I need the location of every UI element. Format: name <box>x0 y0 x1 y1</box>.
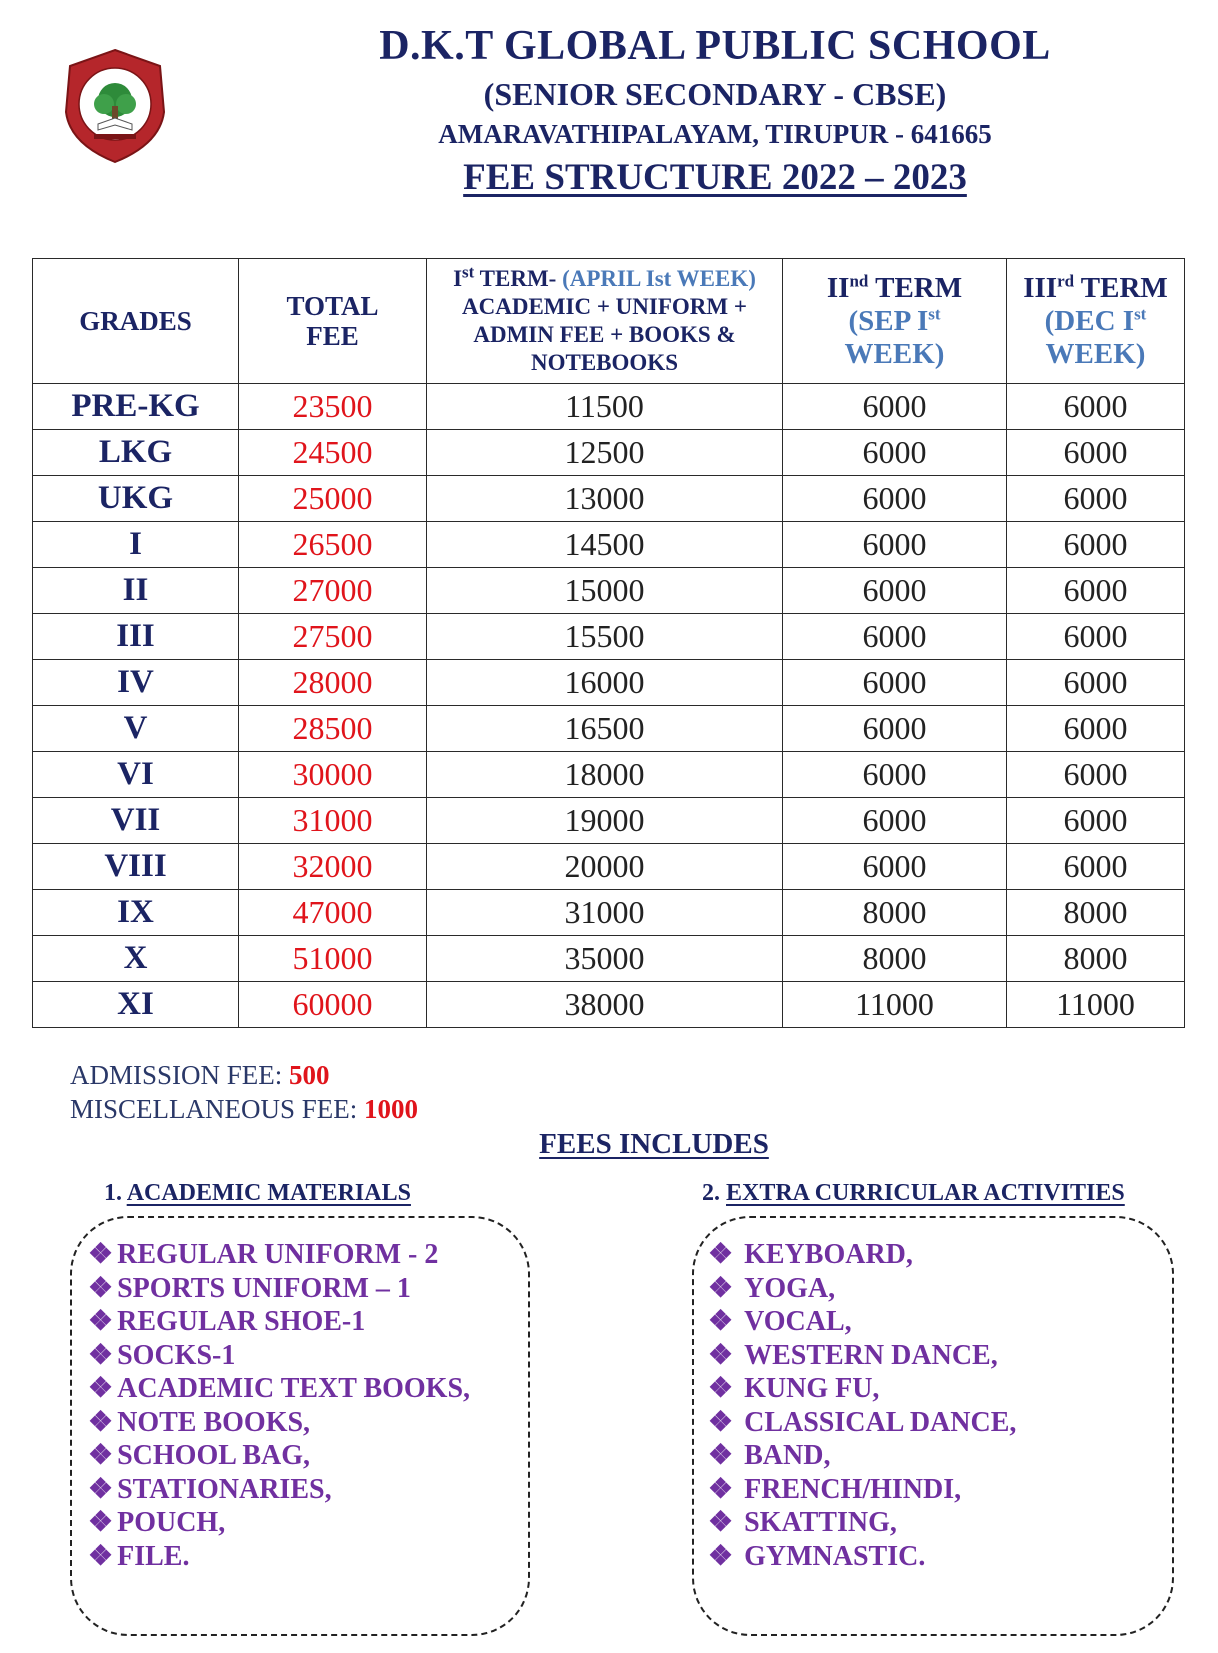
list-item-label: NOTE BOOKS, <box>117 1406 311 1438</box>
term-3-cell: 8000 <box>1007 890 1185 936</box>
list-item <box>88 1238 470 1272</box>
misc-fee-label: MISCELLANEOUS FEE: <box>70 1094 358 1124</box>
header-term-2 <box>783 259 1007 384</box>
list-item-label: FILE. <box>117 1540 190 1572</box>
term-2-cell: 6000 <box>783 522 1007 568</box>
document-header <box>300 18 1130 202</box>
table-row <box>33 982 1185 1028</box>
diamond-bullet-icon: ❖ <box>708 1540 741 1572</box>
grade-cell: I <box>33 522 239 568</box>
list-item-label: KUNG FU, <box>744 1373 880 1404</box>
term-3-cell: 6000 <box>1007 614 1185 660</box>
list-item <box>88 1473 470 1507</box>
header-term-3-date-b: WEEK) <box>1045 337 1146 370</box>
term-1-cell: 13000 <box>427 476 783 522</box>
grade-cell: VIII <box>33 844 239 890</box>
diamond-bullet-icon: ❖ <box>88 1406 114 1438</box>
term-2-cell: 6000 <box>783 614 1007 660</box>
table-row <box>33 936 1185 982</box>
term-3-cell: 6000 <box>1007 798 1185 844</box>
grade-cell: V <box>33 706 239 752</box>
diamond-bullet-icon: ❖ <box>708 1473 741 1505</box>
total-fee-cell: 27500 <box>239 614 427 660</box>
diamond-bullet-icon: ❖ <box>708 1272 741 1304</box>
list-item <box>708 1406 1016 1440</box>
extra-curricular-list <box>708 1238 1016 1573</box>
term-1-cell: 11500 <box>427 384 783 430</box>
term-3-cell: 8000 <box>1007 936 1185 982</box>
list-item-label: CLASSICAL DANCE, <box>744 1406 1017 1438</box>
total-fee-cell: 24500 <box>239 430 427 476</box>
grade-cell: X <box>33 936 239 982</box>
diamond-bullet-icon: ❖ <box>708 1406 741 1438</box>
academic-materials-title: ACADEMIC MATERIALS <box>126 1180 411 1206</box>
list-item-label: GYMNASTIC. <box>744 1540 926 1572</box>
total-fee-cell: 47000 <box>239 890 427 936</box>
diamond-bullet-icon: ❖ <box>88 1306 114 1337</box>
total-fee-cell: 26500 <box>239 522 427 568</box>
list-item-label: STATIONARIES, <box>117 1473 332 1505</box>
term-1-cell: 16500 <box>427 706 783 752</box>
list-item-label: ACADEMIC TEXT BOOKS, <box>117 1373 471 1404</box>
total-fee-cell: 31000 <box>239 798 427 844</box>
term-3-cell: 6000 <box>1007 384 1185 430</box>
table-row <box>33 476 1185 522</box>
list-item <box>708 1473 1016 1507</box>
school-address: AMARAVATHIPALAYAM, TIRUPUR - 641665 <box>438 119 992 149</box>
diamond-bullet-icon: ❖ <box>708 1339 741 1371</box>
table-row <box>33 660 1185 706</box>
list-item <box>88 1540 470 1574</box>
term-2-cell: 6000 <box>783 844 1007 890</box>
diamond-bullet-icon: ❖ <box>88 1373 114 1404</box>
header-term-2-date-b: WEEK) <box>844 337 945 370</box>
diamond-bullet-icon: ❖ <box>88 1339 114 1371</box>
header-term-2-roman: II <box>826 271 850 304</box>
total-fee-cell: 60000 <box>239 982 427 1028</box>
header-term-3-sup: rd <box>1057 270 1075 290</box>
school-affiliation: (SENIOR SECONDARY - CBSE) <box>483 76 947 112</box>
term-3-cell: 6000 <box>1007 568 1185 614</box>
extra-curricular-title: EXTRA CURRICULAR ACTIVITIES <box>726 1180 1125 1206</box>
grade-cell: UKG <box>33 476 239 522</box>
total-fee-cell: 28500 <box>239 706 427 752</box>
diamond-bullet-icon: ❖ <box>88 1239 114 1270</box>
academic-materials-heading <box>104 1180 411 1207</box>
list-item-label: KEYBOARD, <box>744 1239 913 1270</box>
term-1-cell: 19000 <box>427 798 783 844</box>
list-item <box>88 1439 470 1473</box>
diamond-bullet-icon: ❖ <box>708 1373 741 1404</box>
total-fee-cell: 27000 <box>239 568 427 614</box>
table-row <box>33 522 1185 568</box>
misc-fee-value: 1000 <box>364 1094 419 1124</box>
total-fee-cell: 28000 <box>239 660 427 706</box>
academic-materials-number: 1. <box>104 1180 122 1206</box>
header-term-1-term: TERM- <box>479 266 557 291</box>
table-row <box>33 706 1185 752</box>
term-3-cell: 6000 <box>1007 752 1185 798</box>
admission-fee-value: 500 <box>289 1060 330 1090</box>
term-2-cell: 8000 <box>783 936 1007 982</box>
list-item <box>88 1339 470 1373</box>
additional-fees <box>70 1058 418 1126</box>
academic-materials-list <box>88 1238 470 1573</box>
term-2-cell: 6000 <box>783 430 1007 476</box>
table-row <box>33 384 1185 430</box>
term-1-cell: 18000 <box>427 752 783 798</box>
list-item <box>708 1272 1016 1306</box>
table-row <box>33 890 1185 936</box>
table-row <box>33 614 1185 660</box>
list-item-label: VOCAL, <box>744 1306 852 1337</box>
header-grades: GRADES <box>33 259 239 384</box>
list-item-label: YOGA, <box>744 1272 836 1304</box>
term-3-cell: 6000 <box>1007 522 1185 568</box>
term-2-cell: 11000 <box>783 982 1007 1028</box>
term-1-cell: 14500 <box>427 522 783 568</box>
total-fee-cell: 51000 <box>239 936 427 982</box>
total-fee-cell: 30000 <box>239 752 427 798</box>
term-1-cell: 15500 <box>427 614 783 660</box>
diamond-bullet-icon: ❖ <box>708 1306 741 1337</box>
list-item <box>88 1372 470 1406</box>
header-term-3-date-sup: st <box>1134 303 1147 323</box>
grade-cell: IX <box>33 890 239 936</box>
diamond-bullet-icon: ❖ <box>88 1440 114 1471</box>
list-item <box>708 1339 1016 1373</box>
admission-fee-line <box>70 1058 418 1092</box>
term-1-cell: 12500 <box>427 430 783 476</box>
table-row <box>33 568 1185 614</box>
list-item <box>708 1372 1016 1406</box>
grade-cell: VII <box>33 798 239 844</box>
table-row <box>33 752 1185 798</box>
fee-table-header-row <box>33 259 1185 384</box>
list-item <box>708 1540 1016 1574</box>
header-term-3-date-a: (DEC I <box>1044 304 1135 337</box>
diamond-bullet-icon: ❖ <box>88 1272 114 1304</box>
list-item-label: BAND, <box>744 1440 831 1471</box>
list-item-label: POUCH, <box>117 1507 226 1538</box>
grade-cell: PRE-KG <box>33 384 239 430</box>
list-item-label: SCHOOL BAG, <box>117 1440 311 1471</box>
term-3-cell: 11000 <box>1007 982 1185 1028</box>
header-term-1-sup: st <box>462 262 475 282</box>
diamond-bullet-icon: ❖ <box>708 1440 741 1471</box>
list-item <box>88 1406 470 1440</box>
grade-cell: III <box>33 614 239 660</box>
header-term-2-date-a: (SEP I <box>848 304 929 337</box>
term-2-cell: 6000 <box>783 798 1007 844</box>
list-item <box>708 1506 1016 1540</box>
school-logo <box>60 48 170 164</box>
list-item <box>708 1305 1016 1339</box>
table-row <box>33 430 1185 476</box>
term-3-cell: 6000 <box>1007 476 1185 522</box>
term-2-cell: 6000 <box>783 660 1007 706</box>
grade-cell: IV <box>33 660 239 706</box>
list-item-label: FRENCH/HINDI, <box>744 1473 962 1505</box>
term-3-cell: 6000 <box>1007 660 1185 706</box>
diamond-bullet-icon: ❖ <box>708 1507 741 1538</box>
diamond-bullet-icon: ❖ <box>88 1540 114 1572</box>
grade-cell: XI <box>33 982 239 1028</box>
document-title: FEE STRUCTURE 2022 – 2023 <box>463 157 967 198</box>
fee-table <box>32 258 1185 1028</box>
fees-includes-title: FEES INCLUDES <box>539 1128 769 1160</box>
header-term-2-term: TERM <box>875 271 963 304</box>
list-item <box>88 1305 470 1339</box>
header-term-1 <box>427 259 783 384</box>
header-term-3 <box>1007 259 1185 384</box>
term-2-cell: 8000 <box>783 890 1007 936</box>
total-fee-cell: 23500 <box>239 384 427 430</box>
term-2-cell: 6000 <box>783 706 1007 752</box>
term-2-cell: 6000 <box>783 752 1007 798</box>
header-term-3-term: TERM <box>1080 271 1168 304</box>
grade-cell: II <box>33 568 239 614</box>
header-term-2-date-sup: st <box>928 303 941 323</box>
list-item <box>708 1238 1016 1272</box>
list-item-label: SPORTS UNIFORM – 1 <box>117 1272 411 1304</box>
diamond-bullet-icon: ❖ <box>708 1239 741 1270</box>
total-fee-cell: 25000 <box>239 476 427 522</box>
extra-curricular-heading <box>702 1180 1125 1207</box>
school-crest-icon <box>60 48 170 164</box>
term-1-cell: 16000 <box>427 660 783 706</box>
school-name: D.K.T GLOBAL PUBLIC SCHOOL <box>379 23 1051 69</box>
term-2-cell: 6000 <box>783 568 1007 614</box>
table-row <box>33 798 1185 844</box>
term-1-cell: 38000 <box>427 982 783 1028</box>
term-3-cell: 6000 <box>1007 844 1185 890</box>
list-item-label: REGULAR UNIFORM - 2 <box>117 1239 439 1270</box>
table-row <box>33 844 1185 890</box>
header-term-1-date: (APRIL Ist WEEK) <box>562 266 756 291</box>
term-1-cell: 35000 <box>427 936 783 982</box>
term-3-cell: 6000 <box>1007 430 1185 476</box>
list-item <box>88 1272 470 1306</box>
grade-cell: LKG <box>33 430 239 476</box>
term-1-cell: 20000 <box>427 844 783 890</box>
list-item-label: REGULAR SHOE-1 <box>117 1306 366 1337</box>
list-item <box>708 1439 1016 1473</box>
diamond-bullet-icon: ❖ <box>88 1473 114 1505</box>
header-term-1-roman: I <box>453 266 463 291</box>
grade-cell: VI <box>33 752 239 798</box>
misc-fee-line <box>70 1092 418 1126</box>
list-item-label: SOCKS-1 <box>117 1339 236 1371</box>
term-3-cell: 6000 <box>1007 706 1185 752</box>
diamond-bullet-icon: ❖ <box>88 1507 114 1538</box>
extra-curricular-number: 2. <box>702 1180 720 1206</box>
header-term-3-roman: III <box>1023 271 1058 304</box>
admission-fee-label: ADMISSION FEE: <box>70 1060 283 1090</box>
header-term-2-sup: nd <box>849 270 869 290</box>
list-item <box>88 1506 470 1540</box>
term-1-cell: 15000 <box>427 568 783 614</box>
term-2-cell: 6000 <box>783 384 1007 430</box>
term-1-cell: 31000 <box>427 890 783 936</box>
header-term-1-detail: ACADEMIC + UNIFORM + ADMIN FEE + BOOKS & NOTEBOOKS <box>462 294 747 375</box>
header-total-fee-label: TOTAL FEE <box>286 291 379 351</box>
total-fee-cell: 32000 <box>239 844 427 890</box>
list-item-label: SKATTING, <box>744 1507 897 1538</box>
list-item-label: WESTERN DANCE, <box>744 1339 998 1371</box>
header-total-fee <box>239 259 427 384</box>
term-2-cell: 6000 <box>783 476 1007 522</box>
